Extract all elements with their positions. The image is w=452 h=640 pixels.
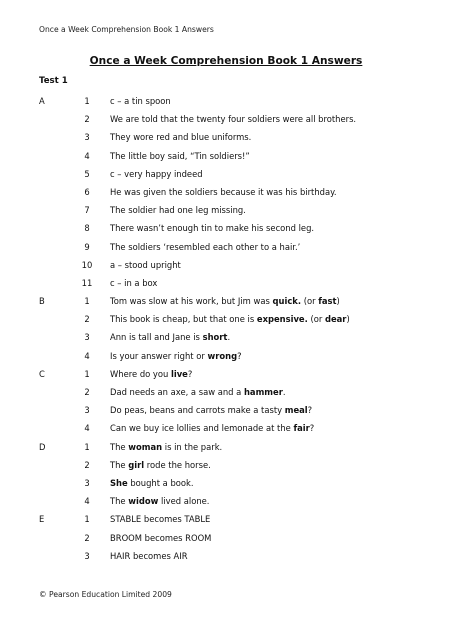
answer-fragment: STABLE becomes TABLE (110, 514, 211, 525)
question-number: 1 (84, 441, 90, 452)
question-number: 4 (84, 150, 90, 161)
answer-row (0, 314, 452, 332)
answer-fragment: The soldier had one leg missing. (110, 205, 246, 216)
question-number: 1 (84, 368, 90, 379)
answer-text (110, 460, 211, 471)
question-number: 1 (84, 296, 90, 307)
answer-row (0, 405, 452, 423)
answer-row (0, 96, 452, 114)
answer-text (110, 260, 181, 271)
section-letter: A (39, 96, 45, 106)
answer-text (110, 314, 350, 325)
answer-fragment: ? (307, 405, 313, 416)
answer-text (110, 151, 250, 162)
answer-emphasis: meal (284, 405, 308, 416)
question-number: 3 (84, 132, 90, 143)
answer-fragment: HAIR becomes AIR (110, 550, 188, 561)
answer-text (110, 296, 340, 307)
answer-fragment: ? (187, 368, 193, 379)
question-number: 1 (84, 96, 90, 106)
answer-row (0, 387, 452, 405)
answer-emphasis: She (110, 477, 128, 488)
question-number: 5 (84, 168, 90, 179)
question-number: 7 (84, 205, 90, 216)
answer-fragment: ? (237, 350, 242, 361)
answer-text (110, 332, 230, 343)
answer-fragment: (or (307, 314, 325, 325)
answer-fragment: rode the horse. (144, 459, 211, 470)
answer-row (0, 187, 452, 205)
section-letter: E (39, 514, 45, 525)
test-label: Test 1 (39, 76, 68, 86)
answer-emphasis: fair (293, 423, 310, 434)
answer-fragment: . (227, 332, 231, 343)
answer-text (110, 369, 192, 380)
section-letter: D (39, 441, 46, 452)
answer-fragment: There wasn’t enough tin to make his second leg. (110, 223, 315, 234)
answer-emphasis: expensive. (256, 314, 308, 325)
answer-text (110, 132, 251, 143)
answer-text (110, 223, 314, 234)
answer-text (110, 405, 312, 416)
answer-row (0, 114, 452, 132)
answer-fragment: He was given the soldiers because it was his birthday. (110, 186, 337, 197)
answer-emphasis: wrong (207, 350, 238, 361)
page-footer: © Pearson Education Limited 2009 (39, 590, 172, 599)
answer-text (110, 387, 286, 398)
answer-fragment: They wore red and blue uniforms. (110, 132, 252, 143)
answer-text (110, 96, 171, 107)
question-number: 3 (84, 477, 90, 488)
answer-fragment: ) (346, 314, 350, 325)
answer-emphasis: widow (128, 496, 159, 507)
question-number: 4 (84, 496, 90, 507)
answer-text (110, 351, 242, 362)
answer-fragment: The (110, 459, 129, 470)
answer-fragment: BROOM becomes ROOM (110, 532, 212, 543)
section-letter: B (39, 296, 45, 307)
answer-fragment: . (282, 387, 286, 397)
answer-fragment: c – a tin spoon (110, 96, 171, 106)
answer-emphasis: dear (324, 314, 347, 325)
answer-row (0, 132, 452, 150)
answer-row (0, 169, 452, 187)
question-number: 3 (84, 550, 90, 561)
answer-text (110, 205, 246, 216)
question-number: 2 (84, 387, 90, 397)
answer-row (0, 369, 452, 387)
question-number: 2 (84, 532, 90, 543)
answer-text (110, 533, 211, 544)
answer-emphasis: quick. (272, 296, 302, 307)
answer-row (0, 332, 452, 350)
answer-fragment: The (110, 496, 129, 507)
answer-row (0, 296, 452, 314)
answer-text (110, 514, 210, 525)
question-number: 4 (84, 350, 90, 361)
question-number: 10 (81, 259, 93, 270)
answer-row (0, 423, 452, 441)
section-letter: C (39, 368, 45, 379)
answer-fragment: c – very happy indeed (110, 168, 203, 179)
answer-row (0, 205, 452, 223)
answer-fragment: (or (301, 296, 319, 307)
document-title: Once a Week Comprehension Book 1 Answers (89, 55, 363, 67)
answer-list (0, 96, 452, 569)
answer-fragment: Can we buy ice lollies and lemonade at the (110, 423, 294, 434)
answer-fragment: Ann is tall and Jane is (110, 332, 203, 343)
question-number: 2 (84, 459, 90, 470)
answer-row (0, 223, 452, 241)
answer-fragment: Dad needs an axe, a saw and a (110, 387, 244, 397)
question-number: 9 (84, 241, 90, 252)
answer-text (110, 187, 337, 198)
answer-fragment: This book is cheap, but that one is (110, 314, 257, 325)
answer-text (110, 496, 209, 507)
answer-fragment: Tom was slow at his work, but Jim was (110, 296, 273, 307)
answer-text (110, 278, 157, 289)
answer-row (0, 533, 452, 551)
answer-text (110, 242, 300, 253)
answer-fragment: The (110, 441, 129, 452)
question-number: 4 (84, 423, 90, 434)
question-number: 2 (84, 314, 90, 325)
answer-emphasis: hammer (243, 387, 283, 397)
answer-row (0, 514, 452, 532)
answer-fragment: ) (336, 296, 340, 307)
answer-row (0, 551, 452, 569)
answer-fragment: bought a book. (127, 477, 194, 488)
answer-row (0, 442, 452, 460)
answer-row (0, 260, 452, 278)
answer-fragment: is in the park. (162, 441, 223, 452)
answer-row (0, 242, 452, 260)
question-number: 11 (81, 277, 93, 288)
answer-text (110, 442, 222, 453)
answer-text (110, 169, 203, 180)
question-number: 8 (84, 223, 90, 234)
answer-row (0, 351, 452, 369)
answer-emphasis: fast (318, 296, 337, 307)
answer-text (110, 551, 188, 562)
question-number: 3 (84, 332, 90, 343)
answer-fragment: lived alone. (158, 496, 210, 507)
question-number: 1 (84, 514, 90, 525)
answer-text (110, 423, 314, 434)
answer-emphasis: girl (128, 459, 145, 470)
answer-emphasis: live (170, 368, 188, 379)
answer-fragment: Where do you (110, 368, 171, 379)
question-number: 3 (84, 405, 90, 416)
answer-fragment: a – stood upright (110, 259, 181, 270)
answer-fragment: We are told that the twenty four soldiers were all brothers. (110, 114, 357, 125)
question-number: 6 (84, 186, 90, 197)
answer-fragment: c – in a box (110, 277, 158, 288)
answer-row (0, 278, 452, 296)
answer-fragment: Do peas, beans and carrots make a tasty (110, 405, 285, 416)
answer-fragment: The little boy said, “Tin soldiers!” (110, 150, 250, 161)
answer-text (110, 478, 194, 489)
answer-text (110, 114, 356, 125)
answer-fragment: Is your answer right or (110, 350, 208, 361)
answer-fragment: The soldiers ‘resembled each other to a hair.’ (110, 241, 301, 252)
answer-emphasis: short (202, 332, 228, 343)
question-number: 2 (84, 114, 90, 125)
answer-row (0, 496, 452, 514)
answer-row (0, 151, 452, 169)
answer-row (0, 478, 452, 496)
answer-row (0, 460, 452, 478)
page-header: Once a Week Comprehension Book 1 Answers (39, 25, 214, 34)
answer-fragment: ? (309, 423, 315, 434)
answer-emphasis: woman (128, 441, 163, 452)
